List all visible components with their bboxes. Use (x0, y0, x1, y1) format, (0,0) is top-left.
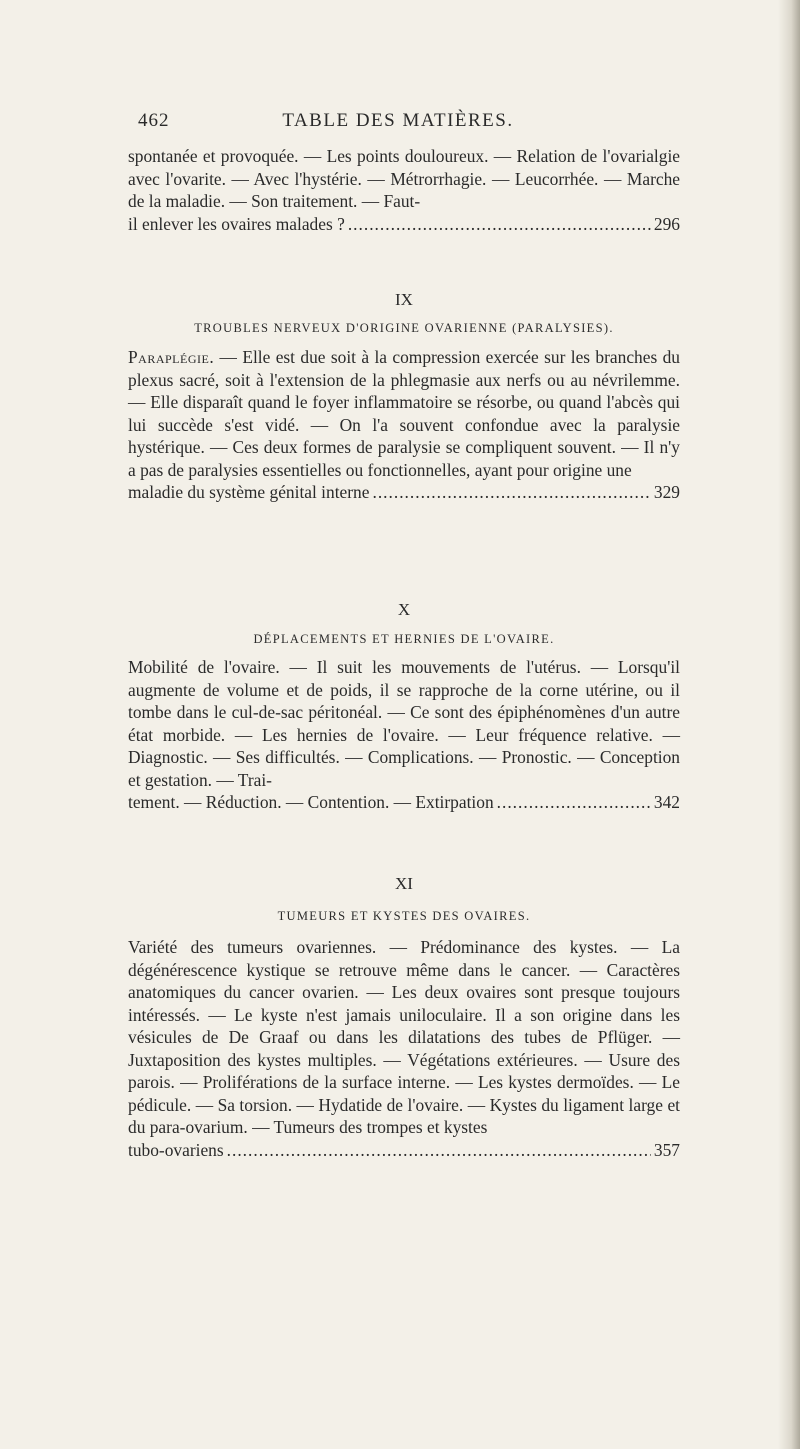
entry-last-line (128, 791, 680, 814)
entry-page-ref: 357 (653, 1139, 680, 1160)
section-numeral: XI (395, 874, 413, 893)
section-numeral: IX (395, 290, 413, 309)
entry-last-line (128, 481, 680, 504)
toc-entry-xi (128, 936, 680, 1161)
section-numeral: X (397, 600, 411, 619)
entry-page-ref: 329 (653, 482, 680, 502)
entry-last-text: maladie du système génital interne (128, 482, 370, 502)
entry-lead: Paraplégie. (128, 347, 215, 367)
entry-last-text: tement. — Réduction. — Contention. — Extirpation (128, 792, 494, 812)
dot-leader (227, 1139, 651, 1162)
entry-last-text: tubo-ovariens (128, 1139, 224, 1160)
toc-entry-ix (128, 346, 680, 504)
entry-text: Mobilité de l'ovaire. — Il suit les mouvements de l'utérus. — Lorsqu'il augmente de volume et de poids, il se rapproche de la corne utérine, ou il tombe dans le cul-de-sac péritonéal. — Ce sont des épiphénomènes d'un autre état morbide. — Les hernies de l'ovaire. — Leur fréquence relative. — Diagnostic. — Ses difficultés. — Complications. — Pronostic. — Conception et gestation. — Trai- (128, 657, 680, 790)
entry-page-ref: 296 (653, 213, 680, 234)
entry-text: Variété des tumeurs ovariennes. — Prédominance des kystes. — La dégénérescence kystique se retrouve même dans le cancer. — Caractères anatomiques du cancer ovarien. — Les deux ovaires sont presque toujours intéressés. — Le kyste n'est jamais uniloculaire. Il a son origine dans les vésicules de De Graaf ou dans les dilatations des tubes de Pflüger. — Juxtaposition des kystes multiples. — Végétations extérieures. — Usure des parois. — Proliférations de la surface interne. — Les kystes dermoïdes. — Le pédicule. — Sa torsion. — Hydatide de l'ovaire. — Kystes du ligament large et du para-ovarium. — Tumeurs des trompes et kystes (128, 937, 680, 1137)
page-number: 462 (138, 110, 170, 131)
page-title: TABLE DES MATIÈRES. (282, 110, 514, 131)
entry-page-ref: 342 (653, 792, 680, 812)
entry-last-line (128, 1139, 680, 1162)
entry-text: spontanée et provoquée. — Les points douloureux. — Relation de l'ovarialgie avec l'ovarite. — Avec l'hystérie. — Métrorrhagie. — Leucorrhée. — Marche de la maladie. — Son traitement. — Faut- (128, 146, 680, 211)
entry-text: — Elle est due soit à la compression exercée sur les branches du plexus sacré, soit à l'extension de la phlegmasie aux nerfs ou au névrilemme. — Elle disparaît quand le foyer inflammatoire se résorbe, ou quand l'abcès qui lui succède s'est vidé. — On l'a souvent confondue avec la paralysie hystérique. — Ces deux formes de paralysie se compliquent souvent. — Il n'y a pas de paralysies essentielles ou fonctionnelles, ayant pour origine une (128, 347, 680, 480)
page-edge-shadow (778, 0, 800, 1449)
entry-last-line (128, 213, 680, 236)
dot-leader (348, 213, 651, 236)
toc-entry-intro (128, 145, 680, 235)
section-heading: DÉPLACEMENTS ET HERNIES DE L'OVAIRE. (253, 632, 555, 646)
dot-leader (372, 481, 650, 504)
entry-last-text: il enlever les ovaires malades ? (128, 213, 345, 234)
section-heading: TUMEURS ET KYSTES DES OVAIRES. (277, 909, 531, 923)
section-heading: TROUBLES NERVEUX D'ORIGINE OVARIENNE (PARALYSIES). (194, 321, 614, 335)
dot-leader (497, 791, 651, 814)
toc-entry-x (128, 656, 680, 814)
